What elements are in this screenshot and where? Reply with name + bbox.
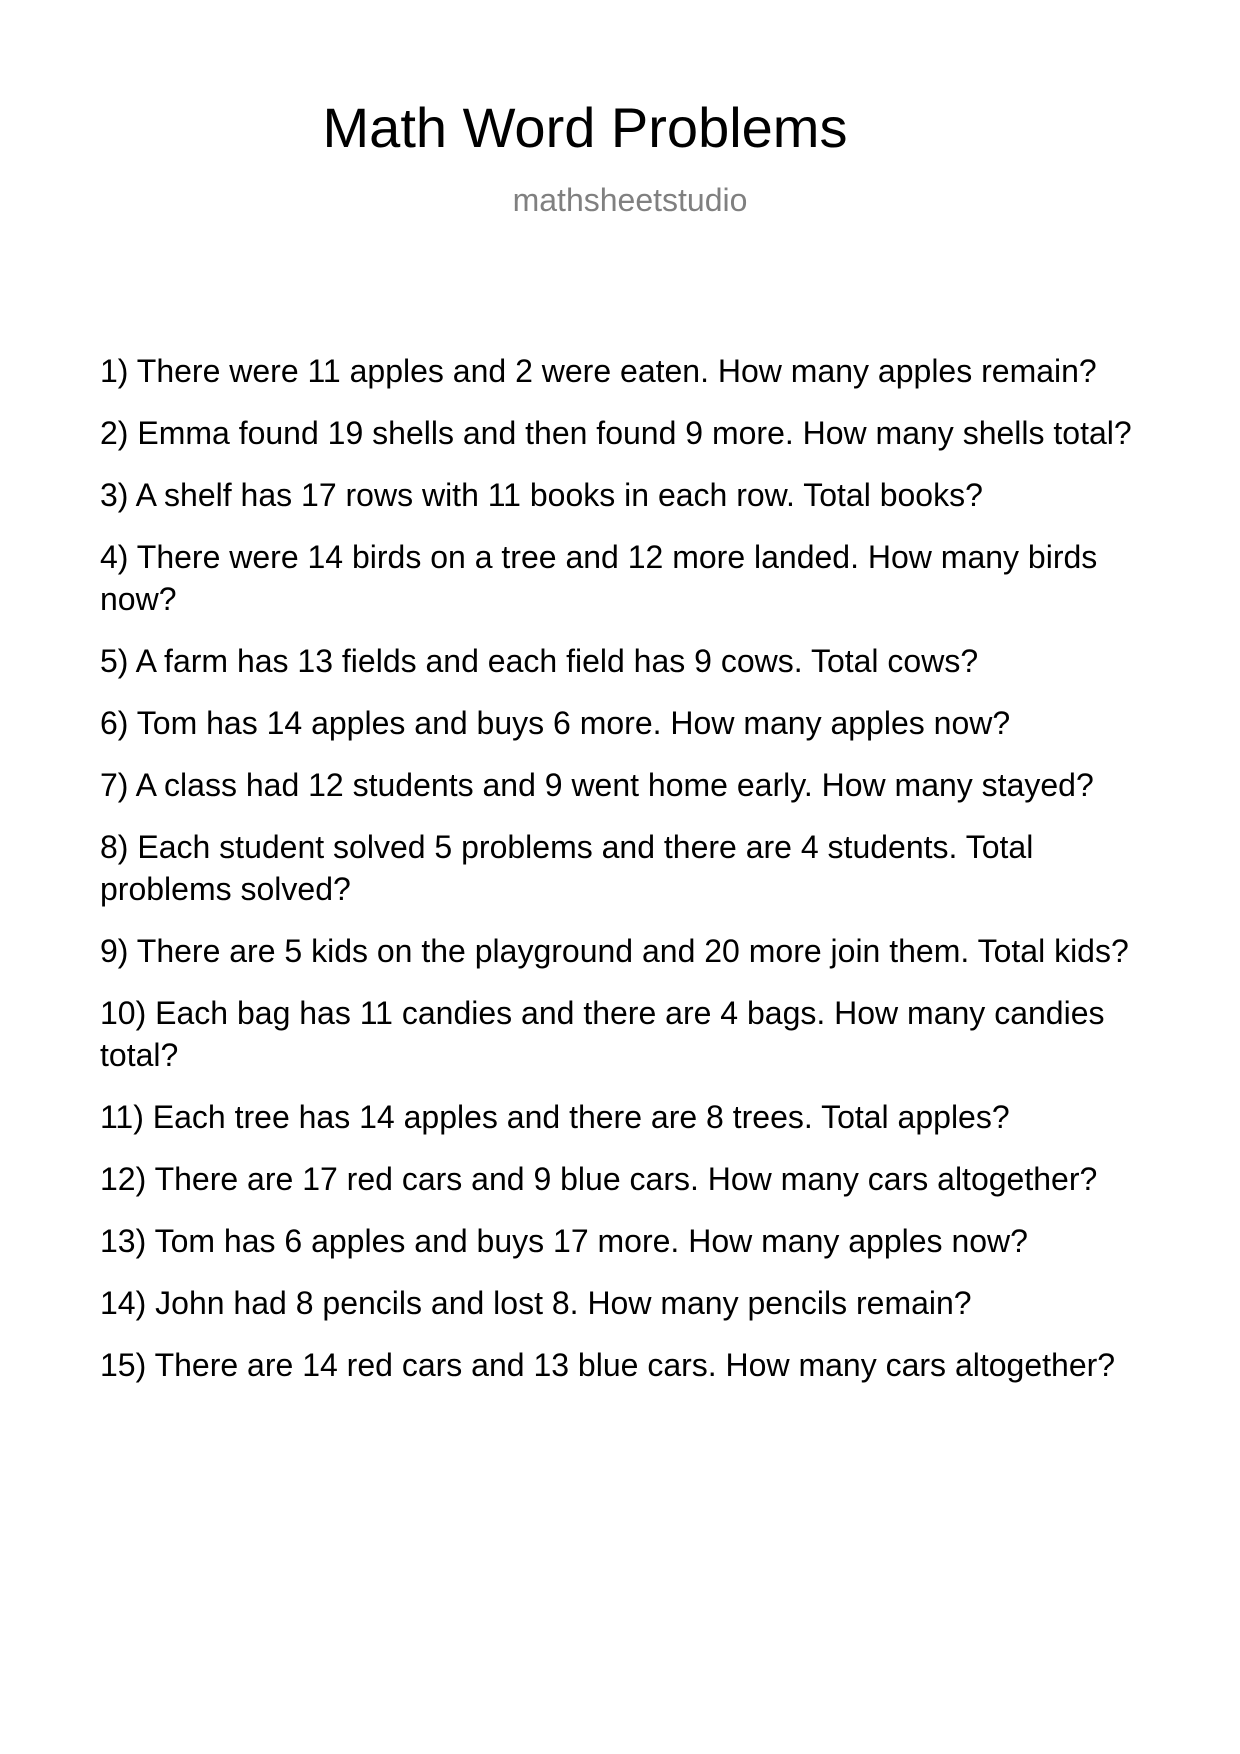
problem-item-13: 13) Tom has 6 apples and buys 17 more. How many apples now? bbox=[100, 1223, 1028, 1259]
problem-item-12: 12) There are 17 red cars and 9 blue cars. How many cars altogether? bbox=[100, 1161, 1098, 1197]
problem-item-10: 10) Each bag has 11 candies and there are 4 bags. How many candies total? bbox=[100, 995, 1105, 1073]
problem-list bbox=[100, 350, 1150, 1406]
page-title: Math Word Problems bbox=[322, 96, 848, 159]
problem-item-14: 14) John had 8 pencils and lost 8. How many pencils remain? bbox=[100, 1285, 972, 1321]
problem-item-9: 9) There are 5 kids on the playground and 20 more join them. Total kids? bbox=[100, 933, 1129, 969]
problem-item-1: 1) There were 11 apples and 2 were eaten. How many apples remain? bbox=[100, 353, 1097, 389]
problem-item-6: 6) Tom has 14 apples and buys 6 more. How many apples now? bbox=[100, 705, 1011, 741]
problem-item-5: 5) A farm has 13 fields and each field has 9 cows. Total cows? bbox=[100, 643, 979, 679]
page-subtitle: mathsheetstudio bbox=[512, 182, 748, 218]
problem-item-2: 2) Emma found 19 shells and then found 9 more. How many shells total? bbox=[100, 415, 1132, 451]
problem-item-3: 3) A shelf has 17 rows with 11 books in each row. Total books? bbox=[100, 477, 983, 513]
problem-item-7: 7) A class had 12 students and 9 went home early. How many stayed? bbox=[100, 767, 1094, 803]
problem-item-8: 8) Each student solved 5 problems and there are 4 students. Total problems solved? bbox=[100, 829, 1034, 907]
problem-item-11: 11) Each tree has 14 apples and there are 8 trees. Total apples? bbox=[100, 1099, 1010, 1135]
problem-item-15: 15) There are 14 red cars and 13 blue cars. How many cars altogether? bbox=[100, 1347, 1116, 1383]
problem-item-4: 4) There were 14 birds on a tree and 12 more landed. How many birds now? bbox=[100, 539, 1098, 617]
